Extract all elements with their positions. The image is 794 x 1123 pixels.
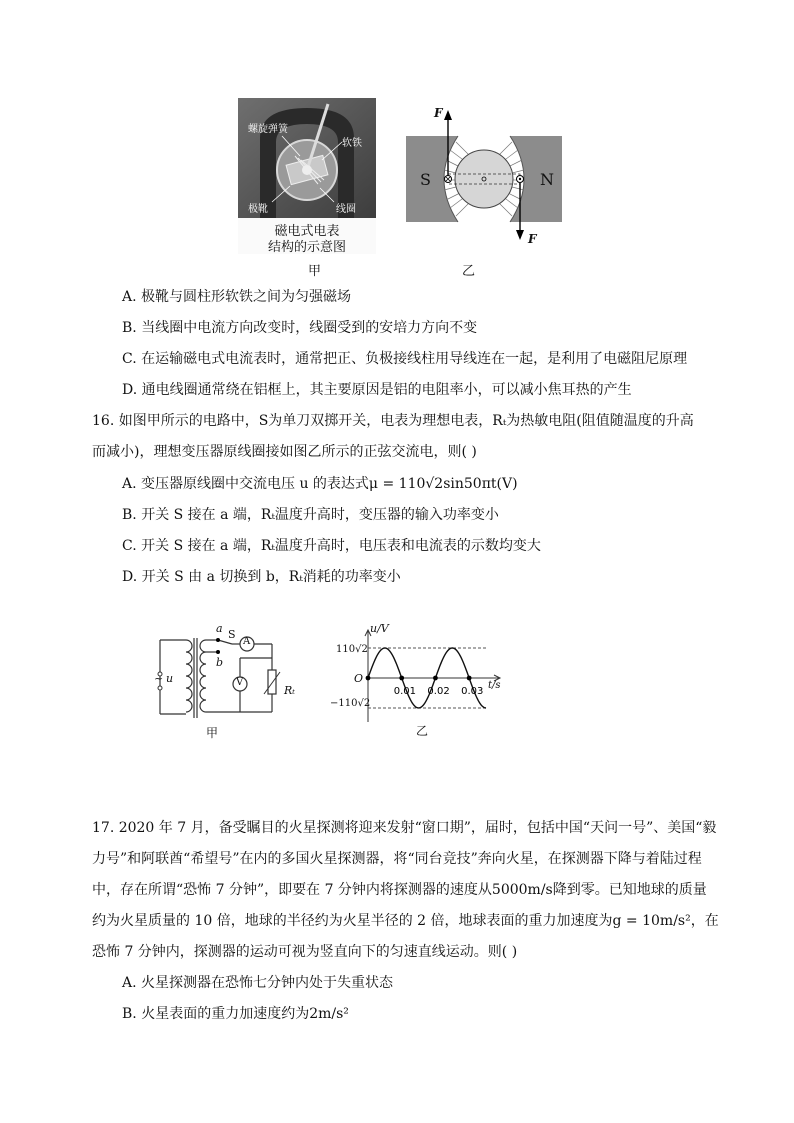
force-label-bottom: F xyxy=(528,232,537,246)
pole-label-north: N xyxy=(540,170,554,189)
q15-option-b: B. 当线圈中电流方向改变时，线圈受到的安培力方向不变 xyxy=(122,320,478,336)
q17-line-2: 力号”和阿联酋“希望号”在内的多国火星探测器，将“同台竞技”奔向火星，在探测器下降与着陆过程 xyxy=(92,851,702,867)
voltmeter-symbol: V xyxy=(236,677,244,688)
q16-stem-line2: 而减小)，理想变压器原线圈接如图乙所示的正弦交流电，则( ) xyxy=(92,444,477,460)
circuit-figure-label: 甲 xyxy=(206,726,219,740)
q17-line-5: 恐怖 7 分钟内，探测器的运动可视为竖直向下的匀速直线运动。则( ) xyxy=(92,944,518,960)
label-coil: 线圈 xyxy=(336,204,356,215)
label-soft-iron: 软铁 xyxy=(342,138,362,149)
ammeter-symbol: A xyxy=(243,636,251,647)
q15-option-c: C. 在运输磁电式电流表时，通常把正、负极接线柱用导线连在一起，是利用了电磁阻尼原理 xyxy=(122,351,688,367)
figure-jia-circuit xyxy=(150,622,310,744)
zero-crossing-point xyxy=(399,676,404,681)
q16-option-c: C. 开关 S 接在 a 端，Rₜ温度升高时，电压表和电流表的示数均变大 xyxy=(122,538,541,554)
graph-xlabel: t/s xyxy=(488,680,501,691)
x-tick-label: 0.01 xyxy=(393,686,416,697)
figure-label-jia: 甲 xyxy=(308,264,322,279)
label-pole-shoe: 极靴 xyxy=(248,204,268,215)
thermistor-label: Rₜ xyxy=(284,684,295,697)
zero-crossing-point xyxy=(467,676,472,681)
q17-option-b: B. 火星表面的重力加速度约为2m/s² xyxy=(122,1006,349,1022)
graph-ytick-top: 110√2 xyxy=(336,644,368,655)
voltage-u-label: u xyxy=(166,672,174,685)
q17-option-a: A. 火星探测器在恐怖七分钟内处于失重状态 xyxy=(122,975,394,991)
figure-yi-magnet-diagram xyxy=(400,104,568,252)
q17-line-4: 约为火星质量的 10 倍，地球的半径约为火星半径的 2 倍，地球表面的重力加速度为g = 10m/s²，在 xyxy=(92,913,719,929)
graph-figure-label: 乙 xyxy=(416,724,429,738)
q17-line-3: 中，存在所谓“恐怖 7 分钟”，即要在 7 分钟内将探测器的速度从5000m/s降到零。已知地球的质量 xyxy=(92,882,707,898)
zero-crossing-point xyxy=(366,676,371,681)
photo-caption-line2: 结构的示意图 xyxy=(267,240,346,255)
terminal-b-label: b xyxy=(216,656,224,669)
label-spring: 螺旋弹簧 xyxy=(248,124,288,135)
photo-caption-line1: 磁电式电表 xyxy=(274,224,340,239)
x-tick-label: 0.02 xyxy=(427,686,450,697)
figure-yi-voltage-graph xyxy=(330,622,510,744)
zero-crossing-point xyxy=(433,676,438,681)
source-tilde: ~ xyxy=(154,672,164,685)
q16-option-a: A. 变压器原线圈中交流电压 u 的表达式μ = 110√2sin50πt(V) xyxy=(122,476,518,492)
pole-label-south: S xyxy=(420,170,431,189)
q17-line-1: 17. 2020 年 7 月，备受瞩目的火星探测将迎来发射“窗口期”，届时，包括中国“天问一号”、美国“毅 xyxy=(92,820,717,836)
figure-jia-meter-photo xyxy=(238,98,376,254)
graph-origin: O xyxy=(354,672,364,685)
q15-option-a: A. 极靴与圆柱形软铁之间为匀强磁场 xyxy=(122,289,352,305)
q15-option-d: D. 通电线圈通常绕在铝框上，其主要原因是铝的电阻率小，可以减小焦耳热的产生 xyxy=(122,382,632,398)
q16-option-d: D. 开关 S 由 a 切换到 b，Rₜ消耗的功率变小 xyxy=(122,569,401,585)
x-tick-label: 0.03 xyxy=(461,686,484,697)
q16-stem-line1: 16. 如图甲所示的电路中，S为单刀双掷开关，电表为理想电表，Rₜ为热敏电阻(阻值随温度的升高 xyxy=(92,413,694,429)
switch-s-label: S xyxy=(228,628,236,641)
force-label-top: F xyxy=(434,106,443,120)
figure-label-yi: 乙 xyxy=(462,264,476,279)
q16-option-b: B. 开关 S 接在 a 端，Rₜ温度升高时，变压器的输入功率变小 xyxy=(122,507,499,523)
terminal-a-label: a xyxy=(216,622,223,635)
graph-ytick-bottom: −110√2 xyxy=(330,698,371,709)
graph-ylabel: u/V xyxy=(370,622,389,635)
